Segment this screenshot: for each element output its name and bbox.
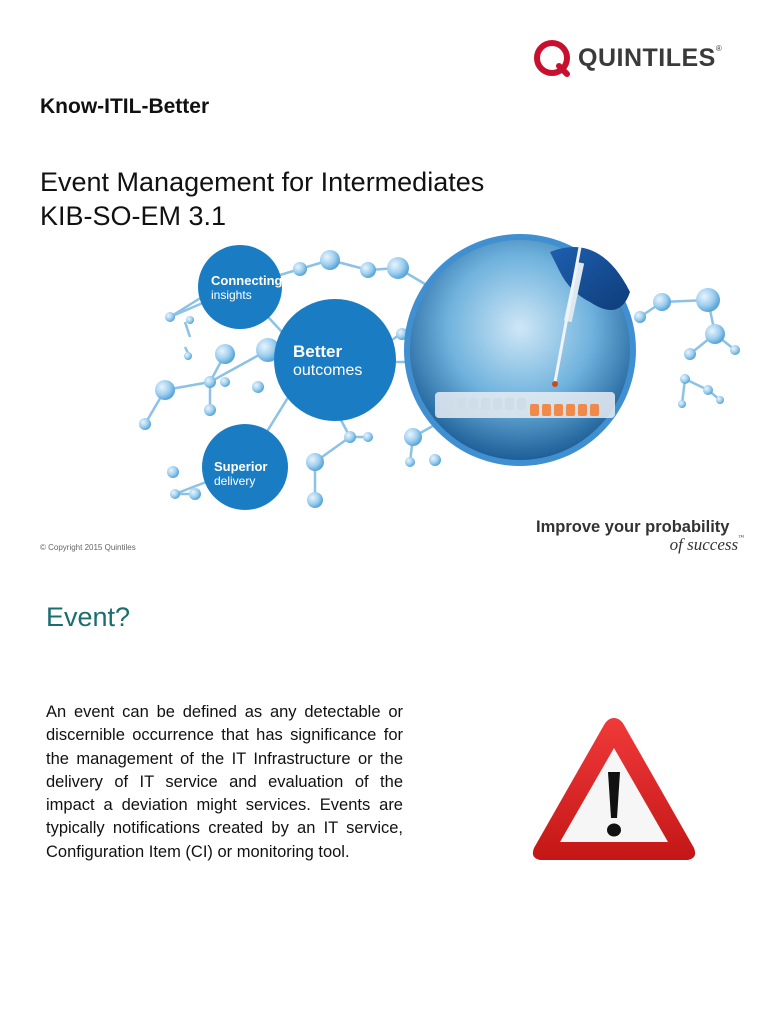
slide-header: Know-ITIL-Better <box>40 95 210 118</box>
better-label: Better outcomes <box>293 342 363 379</box>
lab-pipette-photo <box>404 234 636 466</box>
tagline-line-1: Improve your probability <box>536 518 730 536</box>
connecting-label: Connecting insights <box>211 273 283 302</box>
title-line-2: KIB-SO-EM 3.1 <box>40 201 227 231</box>
title-line-1: Event Management for Intermediates <box>40 167 485 197</box>
quintiles-ring-icon <box>533 38 573 78</box>
event-heading: Event? <box>46 602 131 632</box>
event-definition-text: An event can be defined as any detectable or discernible occurrence that has significance for the management of the IT Infrastructure or the delivery of IT service and evaluation of the impact a deviation might services. Events are typically notifications created by an IT service, Configuration Item (CI) or monitoring tool. <box>46 703 403 861</box>
tagline <box>536 518 746 555</box>
logo-wordmark: QUINTILES® <box>578 44 723 72</box>
event-slide <box>0 580 768 1024</box>
slide-title <box>40 165 484 233</box>
warning-triangle-icon <box>528 710 700 868</box>
copyright-text: © Copyright 2015 Quintiles <box>40 543 136 552</box>
superior-label: Superior delivery <box>214 459 268 488</box>
tagline-line-2: of success™ <box>669 535 744 554</box>
quintiles-logo <box>533 38 743 78</box>
